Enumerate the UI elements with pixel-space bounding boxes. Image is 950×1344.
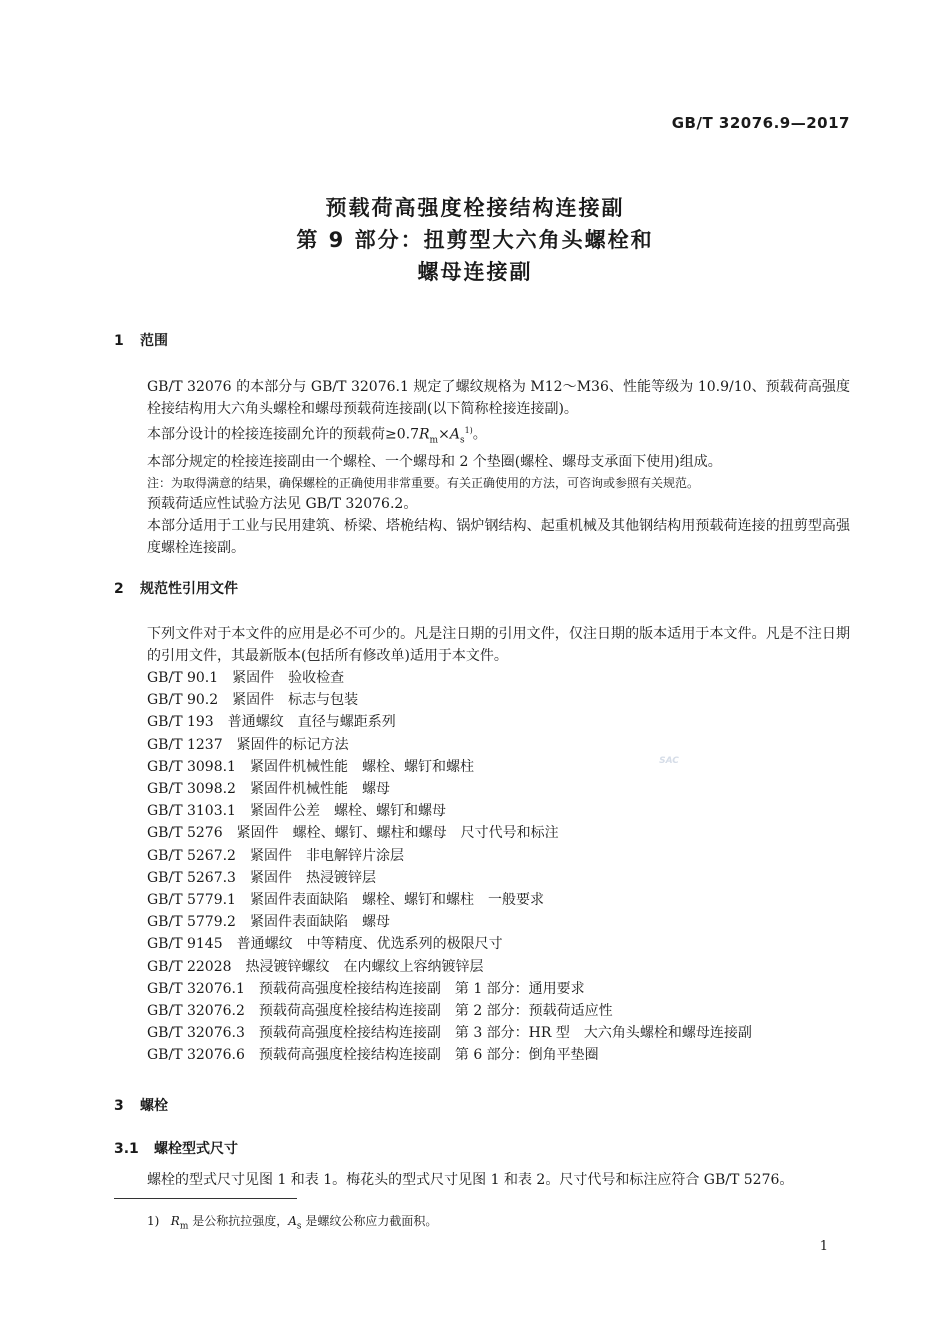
reference-title: 紧固件机械性能 螺母 bbox=[249, 781, 390, 798]
paragraph: 本部分规定的栓接连接副由一个螺栓、一个螺母和 2 个垫圈(螺栓、螺母支承面下使用)组成。 bbox=[147, 454, 722, 471]
standard-number: GB/T 32076.9—2017 bbox=[671, 114, 850, 132]
reference-title: 紧固件 标志与包装 bbox=[232, 692, 359, 709]
reference-item bbox=[147, 1022, 752, 1044]
reference-title: 紧固件 热浸镀锌层 bbox=[249, 869, 376, 886]
as-symbol: A bbox=[288, 1214, 297, 1228]
paragraph-preload bbox=[114, 420, 850, 451]
reference-title: 预载荷高强度栓接结构连接副 第 2 部分：预载荷适应性 bbox=[258, 1003, 613, 1020]
reference-item bbox=[147, 711, 752, 733]
reference-item bbox=[147, 889, 752, 911]
reference-list bbox=[147, 667, 752, 1067]
reference-title: 紧固件的标记方法 bbox=[236, 736, 349, 753]
reference-item bbox=[147, 667, 752, 689]
reference-code: GB/T 5779.2 bbox=[147, 914, 236, 931]
reference-code: GB/T 90.2 bbox=[147, 692, 219, 709]
period: 。 bbox=[472, 426, 487, 443]
reference-item bbox=[147, 911, 752, 933]
reference-title: 预载荷高强度栓接结构连接副 第 6 部分：倒角平垫圈 bbox=[258, 1047, 599, 1064]
reference-code: GB/T 32076.1 bbox=[147, 980, 245, 997]
reference-title: 预载荷高强度栓接结构连接副 第 1 部分：通用要求 bbox=[258, 980, 585, 997]
reference-title: 普通螺纹 中等精度、优选系列的极限尺寸 bbox=[236, 936, 503, 953]
section-number: 3 bbox=[114, 1098, 124, 1114]
footnote-text: 是螺纹公称应力截面积。 bbox=[301, 1214, 438, 1228]
section-3-body bbox=[114, 1169, 850, 1191]
section-3-heading bbox=[114, 1095, 168, 1115]
section-title: 螺栓 bbox=[140, 1098, 168, 1114]
section-1-heading bbox=[114, 330, 168, 350]
footnote-mark: 1) bbox=[147, 1214, 160, 1228]
section-number: 2 bbox=[114, 581, 124, 597]
reference-title: 紧固件表面缺陷 螺母 bbox=[249, 914, 390, 931]
reference-code: GB/T 90.1 bbox=[147, 670, 219, 686]
reference-title: 紧固件 非电解锌片涂层 bbox=[249, 847, 404, 864]
footnote-ref: 1) bbox=[464, 426, 473, 435]
section-2-heading bbox=[114, 578, 238, 598]
section-title: 规范性引用文件 bbox=[140, 581, 238, 597]
reference-code: GB/T 1237 bbox=[147, 736, 223, 753]
rm-subscript: m bbox=[179, 1221, 189, 1232]
as-subscript: s bbox=[296, 1221, 302, 1232]
reference-item bbox=[147, 689, 752, 711]
reference-title: 紧固件机械性能 螺栓、螺钉和螺柱 bbox=[249, 758, 474, 775]
sac-watermark-logo: SAC bbox=[659, 756, 679, 766]
paragraph: GB/T 32076 的本部分与 GB/T 32076.1 规定了螺纹规格为 M12～M36、性能等级为 10.9/10、预载荷高强度栓接结构用大六角头螺栓和螺母预载荷连接副(以下简称栓接连接副)。 bbox=[147, 379, 850, 417]
reference-title: 普通螺纹 直径与螺距系列 bbox=[227, 714, 396, 731]
title-line-2: 第 9 部分：扭剪型大六角头螺栓和 bbox=[296, 228, 654, 252]
page-number: 1 bbox=[819, 1239, 828, 1254]
rm-symbol: R bbox=[170, 1214, 180, 1228]
as-subscript: s bbox=[459, 435, 465, 446]
reference-code: GB/T 5779.1 bbox=[147, 892, 236, 909]
reference-item bbox=[147, 822, 752, 844]
reference-code: GB/T 32076.3 bbox=[147, 1025, 245, 1042]
paragraph: 螺栓的型式尺寸见图 1 和表 1。梅花头的型式尺寸见图 1 和表 2。尺寸代号和标注应符合 GB/T 5276。 bbox=[147, 1172, 794, 1188]
paragraph: 下列文件对于本文件的应用是必不可少的。凡是注日期的引用文件，仅注日期的版本适用于本文件。凡是不注日期的引用文件，其最新版本(包括所有修改单)适用于本文件。 bbox=[147, 626, 850, 664]
times-sign: × bbox=[438, 426, 450, 443]
reference-title: 热浸镀锌螺纹 在内螺纹上容纳镀锌层 bbox=[245, 958, 484, 975]
rm-subscript: m bbox=[429, 435, 439, 446]
reference-item bbox=[147, 978, 752, 1000]
reference-code: GB/T 32076.6 bbox=[147, 1047, 245, 1064]
paragraph: 预载荷适应性试验方法见 GB/T 32076.2。 bbox=[147, 496, 418, 513]
section-1-body bbox=[114, 376, 850, 559]
footnote-divider bbox=[114, 1198, 297, 1199]
reference-item bbox=[147, 933, 752, 955]
rm-symbol: R bbox=[419, 426, 430, 443]
reference-item bbox=[147, 845, 752, 867]
section-2-intro bbox=[114, 623, 850, 667]
reference-code: GB/T 5267.2 bbox=[147, 847, 236, 864]
reference-code: GB/T 3098.1 bbox=[147, 758, 236, 775]
reference-code: GB/T 3103.1 bbox=[147, 803, 236, 820]
section-title: 范围 bbox=[140, 333, 168, 349]
section-3-1-heading bbox=[114, 1138, 238, 1158]
reference-title: 紧固件表面缺陷 螺栓、螺钉和螺柱 一般要求 bbox=[249, 892, 544, 909]
footnote bbox=[147, 1212, 437, 1231]
preload-text: 本部分设计的栓接连接副允许的预载荷≥0.7 bbox=[147, 426, 419, 443]
subsection-title: 螺栓型式尺寸 bbox=[154, 1141, 238, 1157]
reference-item bbox=[147, 867, 752, 889]
reference-code: GB/T 193 bbox=[147, 714, 214, 731]
paragraph: 本部分适用于工业与民用建筑、桥梁、塔桅结构、锅炉钢结构、起重机械及其他钢结构用预载荷连接的扭剪型高强度螺栓连接副。 bbox=[147, 518, 850, 557]
section-number: 1 bbox=[114, 333, 124, 349]
reference-code: GB/T 5267.3 bbox=[147, 869, 236, 886]
reference-code: GB/T 5276 bbox=[147, 825, 223, 842]
reference-item bbox=[147, 956, 752, 978]
reference-item bbox=[147, 1000, 752, 1022]
as-symbol: A bbox=[449, 426, 460, 443]
reference-item bbox=[147, 778, 752, 800]
reference-code: GB/T 9145 bbox=[147, 936, 223, 953]
reference-code: GB/T 32076.2 bbox=[147, 1003, 245, 1020]
footnote-text: 是公称抗拉强度， bbox=[188, 1214, 289, 1228]
document-title bbox=[0, 192, 950, 288]
reference-title: 紧固件公差 螺栓、螺钉和螺母 bbox=[249, 803, 446, 820]
title-line-3: 螺母连接副 bbox=[417, 260, 533, 284]
reference-item bbox=[147, 1044, 752, 1066]
reference-title: 紧固件 验收检查 bbox=[232, 670, 345, 686]
title-line-1: 预载荷高强度栓接结构连接副 bbox=[325, 196, 625, 220]
note: 注：为取得满意的结果，确保螺栓的正确使用非常重要。有关正确使用的方法，可咨询或参照有关规范。 bbox=[147, 476, 700, 491]
reference-item bbox=[147, 800, 752, 822]
subsection-number: 3.1 bbox=[114, 1141, 139, 1157]
reference-title: 预载荷高强度栓接结构连接副 第 3 部分：HR 型 大六角头螺栓和螺母连接副 bbox=[258, 1025, 752, 1042]
reference-code: GB/T 22028 bbox=[147, 958, 232, 975]
reference-title: 紧固件 螺栓、螺钉、螺柱和螺母 尺寸代号和标注 bbox=[236, 825, 559, 842]
reference-code: GB/T 3098.2 bbox=[147, 781, 236, 798]
